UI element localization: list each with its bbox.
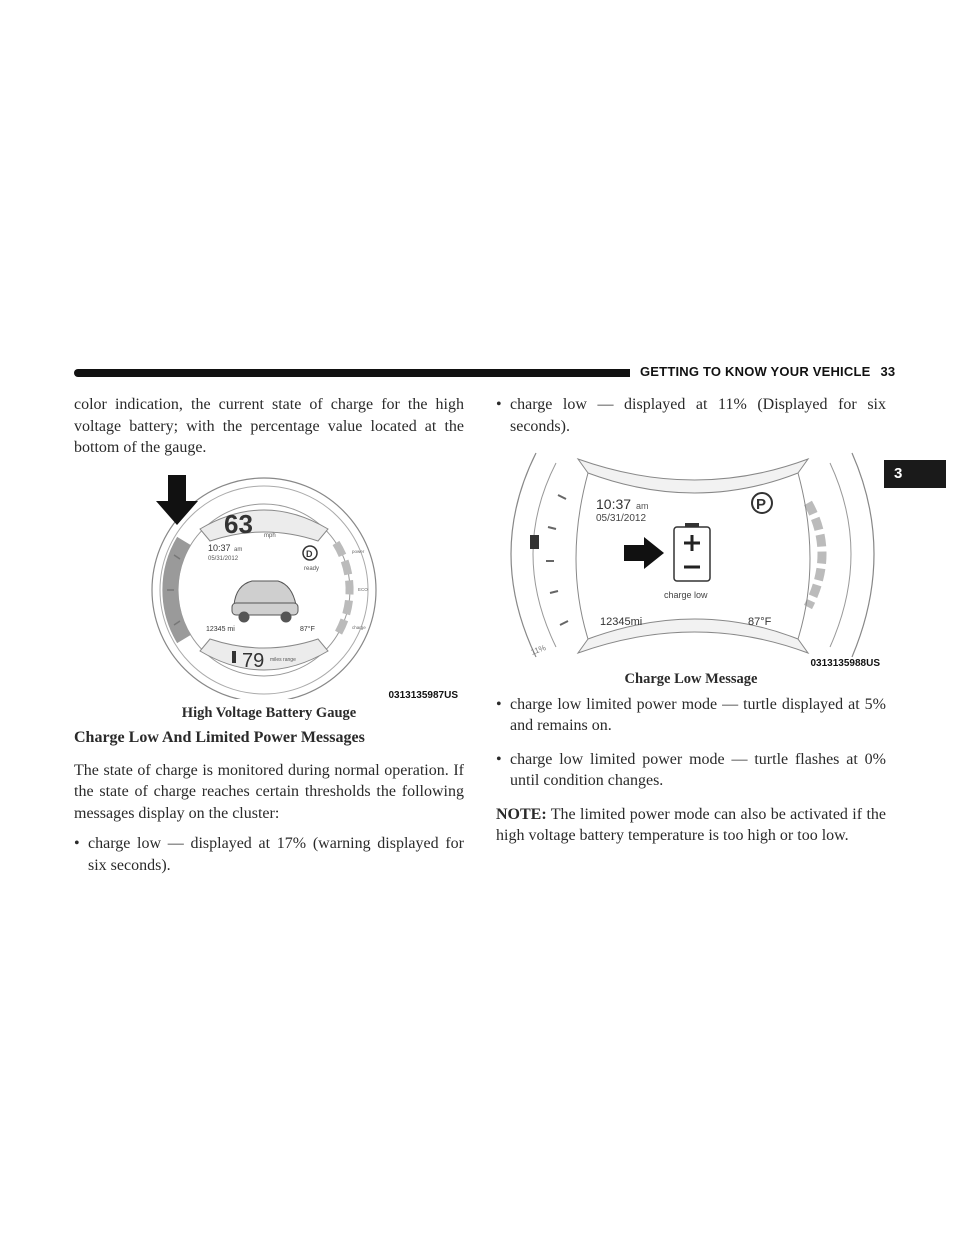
battery-icon bbox=[674, 523, 710, 581]
bullet-glyph: • bbox=[496, 396, 502, 413]
car-icon bbox=[232, 581, 298, 622]
clock-date: 05/31/2012 bbox=[596, 513, 647, 524]
list-item bbox=[496, 394, 886, 437]
figure-caption: High Voltage Battery Gauge bbox=[181, 704, 357, 721]
gear-indicator: P bbox=[756, 496, 767, 513]
right-column bbox=[496, 394, 886, 847]
ready-label: ready bbox=[304, 565, 320, 572]
cluster-illustration-2 bbox=[496, 443, 886, 665]
cluster-illustration-1 bbox=[74, 473, 464, 699]
range-unit: miles range bbox=[270, 656, 296, 663]
intro-paragraph: color indication, the current state of charge for the high voltage battery; with the percentage value located at the bottom of the gauge. bbox=[74, 396, 464, 456]
outside-temperature: 87°F bbox=[748, 616, 772, 628]
left-column bbox=[74, 394, 464, 876]
range-readout: 79 bbox=[242, 649, 265, 672]
clock-time: 10:37 bbox=[208, 542, 231, 553]
note-label: NOTE: bbox=[496, 805, 547, 823]
gear-indicator: D bbox=[306, 548, 313, 559]
list-item-text: charge low — displayed at 17% (warning displayed for six seconds). bbox=[88, 835, 464, 874]
list-item bbox=[74, 833, 464, 876]
odometer: 12345 mi bbox=[206, 625, 235, 633]
charge-low-message: charge low bbox=[664, 590, 708, 600]
clock-ampm: am bbox=[636, 501, 649, 511]
gauge-label-eco: ECO bbox=[358, 586, 368, 592]
section-heading: Charge Low And Limited Power Messages bbox=[74, 729, 365, 746]
speed-unit: mph bbox=[264, 532, 276, 539]
paragraph: The state of charge is monitored during normal operation. If the state of charge reaches certain thresholds the following messages display on the cluster: bbox=[74, 761, 464, 822]
figure-charge-low bbox=[496, 443, 886, 669]
note-paragraph bbox=[496, 804, 886, 847]
gauge-label-power: power bbox=[352, 548, 365, 554]
battery-small-icon bbox=[232, 651, 236, 663]
figure-code: 0313135987US bbox=[388, 689, 458, 701]
list-item-text: charge low — displayed at 11% (Displayed for six seconds). bbox=[510, 396, 886, 435]
figure-battery-gauge bbox=[74, 473, 464, 699]
page-number: 33 bbox=[880, 364, 896, 379]
section-title: GETTING TO KNOW YOUR VEHICLE bbox=[640, 364, 871, 379]
header-rule bbox=[74, 369, 630, 377]
list-item-text: charge low limited power mode — turtle flashes at 0% until condition changes. bbox=[510, 750, 886, 789]
clock-ampm: am bbox=[234, 546, 243, 553]
gauge-label-charge: charge bbox=[352, 624, 366, 630]
clock-time: 10:37 bbox=[596, 496, 632, 512]
bullet-glyph: • bbox=[496, 750, 502, 768]
clock-date: 05/31/2012 bbox=[208, 555, 239, 562]
list-item bbox=[496, 694, 886, 737]
figure-caption: Charge Low Message bbox=[624, 671, 758, 687]
figure-code: 0313135988US bbox=[810, 658, 880, 669]
pointer-arrow-down bbox=[156, 475, 198, 525]
pointer-arrow-right bbox=[624, 537, 664, 569]
battery-status-icon bbox=[530, 535, 539, 549]
odometer: 12345mi bbox=[600, 616, 643, 628]
bullet-glyph: • bbox=[74, 835, 80, 852]
bullet-glyph: • bbox=[496, 695, 502, 713]
outside-temperature: 87°F bbox=[300, 625, 315, 633]
list-item-text: charge low limited power mode — turtle displayed at 5% and remains on. bbox=[510, 695, 886, 734]
state-of-charge: 11% bbox=[529, 643, 548, 657]
list-item bbox=[496, 749, 886, 792]
note-text: The limited power mode can also be activated if the high voltage battery temperature is too high or too low. bbox=[496, 805, 886, 844]
speed-readout: 63 bbox=[224, 508, 253, 539]
running-header bbox=[640, 364, 895, 379]
chapter-tab: 3 bbox=[884, 460, 946, 488]
